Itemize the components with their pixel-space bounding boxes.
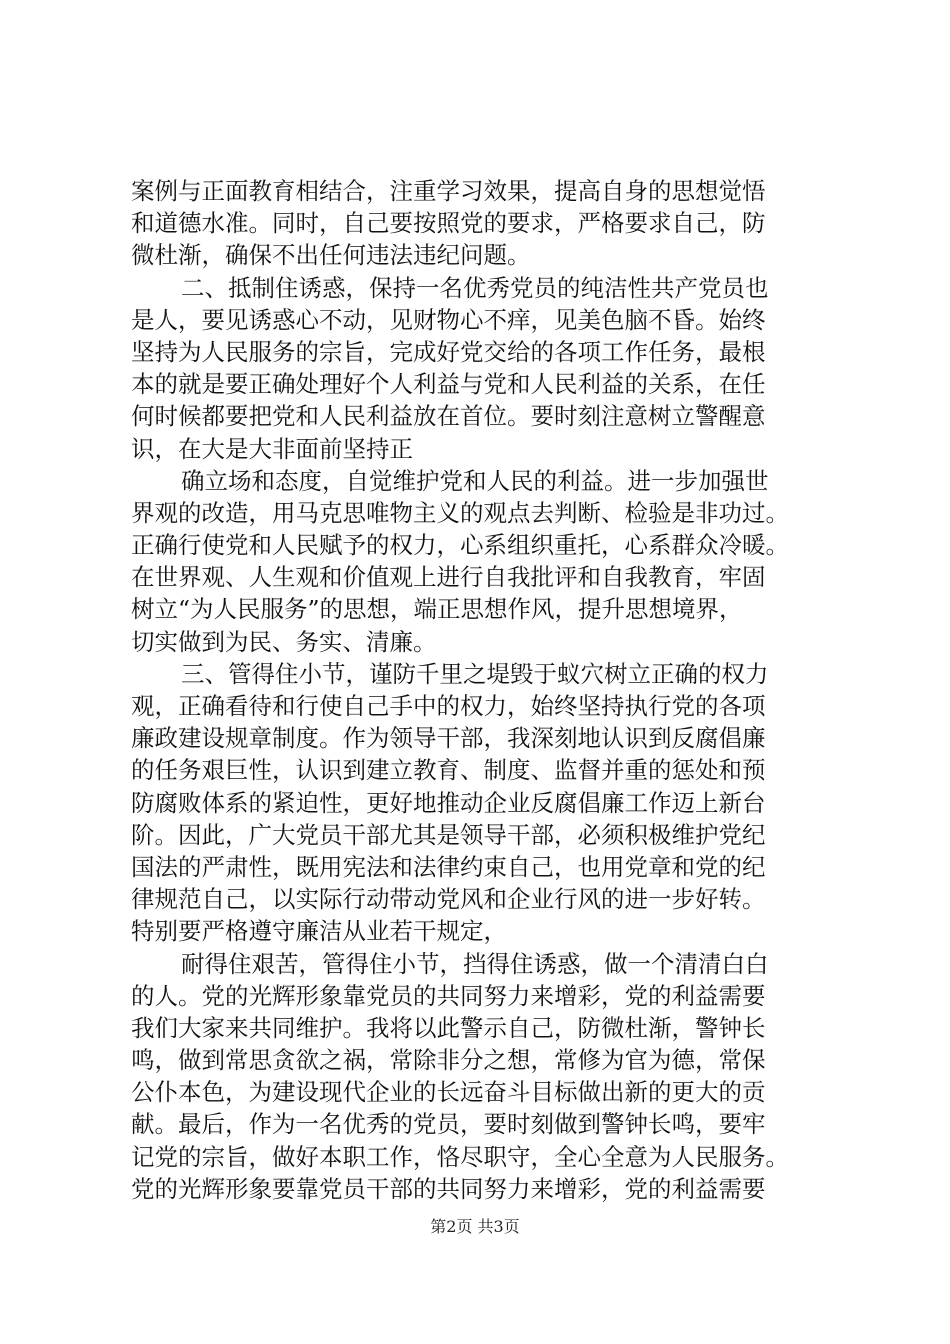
text-line: 二、抵制住诱惑，保持一名优秀党员的纯洁性共产党员也 xyxy=(181,273,769,302)
text-line: 的任务艰巨性，认识到建立教育、制度、监督并重的惩处和预 xyxy=(131,756,766,785)
text-line: 和道德水准。同时，自己要按照党的要求，严格要求自己，防 xyxy=(131,209,766,238)
text-line: 何时候都要把党和人民利益放在首位。要时刻注意树立警醒意 xyxy=(131,402,766,431)
text-line: 在世界观、人生观和价值观上进行自我批评和自我教育，牢固 xyxy=(131,563,766,592)
text-line: 树立“为人民服务”的思想，端正思想作风，提升思想境界， xyxy=(131,595,743,624)
text-line: 记党的宗旨，做好本职工作，恪尽职守，全心全意为人民服务。 xyxy=(131,1142,789,1171)
text-line: 特别要严格遵守廉洁从业若干规定， xyxy=(131,917,507,946)
text-line: 鸣，做到常思贪欲之祸，常除非分之想，常修为官为德，常保 xyxy=(131,1046,766,1075)
text-line: 是人，要见诱惑心不动，见财物心不痒，见美色脑不昏。始终 xyxy=(131,305,766,334)
text-line: 耐得住艰苦，管得住小节，挡得住诱惑，做一个清清白白 xyxy=(181,949,769,978)
text-line: 确立场和态度，自觉维护党和人民的利益。进一步加强世 xyxy=(181,466,769,495)
text-line: 切实做到为民、务实、清廉。 xyxy=(131,627,437,656)
text-line: 我们大家来共同维护。我将以此警示自己，防微杜渐，警钟长 xyxy=(131,1013,766,1042)
text-line: 正确行使党和人民赋予的权力，心系组织重托，心系群众冷暖。 xyxy=(131,531,789,560)
text-line: 国法的严肃性，既用宪法和法律约束自己，也用党章和党的纪 xyxy=(131,852,766,881)
text-line: 微杜渐，确保不出任何违法违纪问题。 xyxy=(131,241,531,270)
text-line: 的人。党的光辉形象靠党员的共同努力来增彩，党的利益需要 xyxy=(131,981,766,1010)
text-line: 献。最后，作为一名优秀的党员，要时刻做到警钟长鸣，要牢 xyxy=(131,1110,766,1139)
text-line: 识，在大是大非面前坚持正 xyxy=(131,434,413,463)
text-line: 廉政建设规章制度。作为领导干部，我深刻地认识到反腐倡廉 xyxy=(131,724,766,753)
document-body xyxy=(131,175,831,1205)
text-line: 律规范自己，以实际行动带动党风和企业行风的进一步好转。 xyxy=(131,885,766,914)
text-line: 阶。因此，广大党员干部尤其是领导干部，必须积极维护党纪 xyxy=(131,820,766,849)
text-line: 案例与正面教育相结合，注重学习效果，提高自身的思想觉悟 xyxy=(131,177,766,205)
text-line: 界观的改造，用马克思唯物主义的观点去判断、检验是非功过。 xyxy=(131,498,789,527)
text-line: 观，正确看待和行使自己手中的权力，始终坚持执行党的各项 xyxy=(131,692,766,720)
text-line: 党的光辉形象要靠党员干部的共同努力来增彩，党的利益需要 xyxy=(131,1174,766,1203)
text-line: 本的就是要正确处理好个人利益与党和人民利益的关系，在任 xyxy=(131,370,766,399)
text-line: 三、管得住小节，谨防千里之堤毁于蚁穴树立正确的权力 xyxy=(181,659,769,688)
text-line: 公仆本色，为建设现代企业的长远奋斗目标做出新的更大的贡 xyxy=(131,1078,766,1107)
text-line: 坚持为人民服务的宗旨，完成好党交给的各项工作任务，最根 xyxy=(131,337,766,366)
text-line: 防腐败体系的紧迫性，更好地推动企业反腐倡廉工作迈上新台 xyxy=(131,788,766,817)
page-number-footer: 第2页 共3页 xyxy=(430,1217,520,1236)
